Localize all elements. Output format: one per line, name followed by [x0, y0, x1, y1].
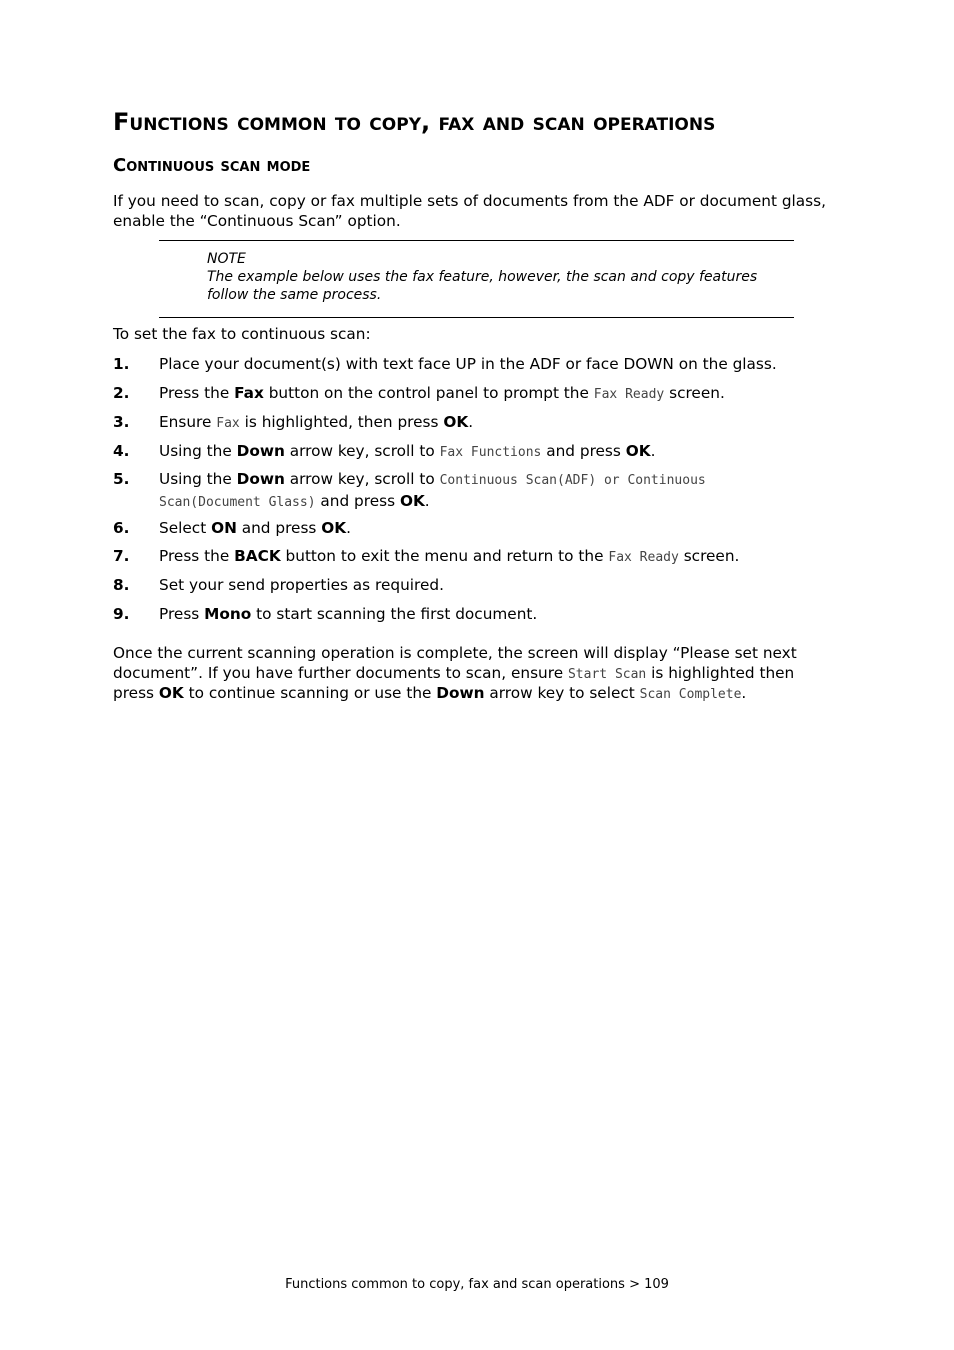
step-text: Press the BACK button to exit the menu and return to the Fax Ready screen. [159, 547, 740, 565]
step-text: Using the Down arrow key, scroll to Continuous Scan(ADF) or Continuous Scan(Document Glass) and press OK. [159, 470, 706, 510]
step-number: 8. [113, 576, 130, 594]
steps-lead: To set the fax to continuous scan: [113, 325, 371, 343]
step-number: 7. [113, 547, 130, 565]
page-heading: Functions common to copy, fax and scan operations [113, 108, 716, 136]
note-text: The example below uses the fax feature, however, the scan and copy features follow the same process. [207, 269, 758, 303]
step-text: Set your send properties as required. [159, 576, 444, 594]
screen-name: Continuous Scan(ADF) or Continuous Scan(Document Glass) [159, 473, 706, 510]
screen-name: Fax Ready [593, 387, 665, 402]
step-number: 1. [113, 355, 130, 373]
screen-name: Start Scan [567, 666, 647, 682]
page-footer: Functions common to copy, fax and scan operations > 109 [285, 1277, 669, 1292]
step-text: Press the Fax button on the control panel to prompt the Fax Ready screen. [159, 384, 725, 402]
step-9 [113, 604, 838, 633]
step-number: 4. [113, 442, 130, 460]
note-box [207, 250, 787, 304]
screen-name: Fax [216, 416, 240, 431]
note-top-rule [159, 240, 794, 241]
step-8 [113, 575, 838, 604]
step-text: Select ON and press OK. [159, 519, 351, 537]
screen-name: Fax Functions [439, 445, 542, 460]
note-bottom-rule [159, 317, 794, 318]
step-number: 6. [113, 519, 130, 537]
intro-paragraph: If you need to scan, copy or fax multiple sets of documents from the ADF or document glass, enable the “Continuous Scan” option. [113, 192, 826, 230]
step-4 [113, 441, 838, 469]
closing-paragraph: Once the current scanning operation is complete, the screen will display “Please set next document”. If you have further documents to scan, ensure Start Scan is highlighted then press OK to continue scanning or use the Down arrow key to select Scan Complete. [113, 644, 797, 702]
step-2 [113, 383, 838, 412]
step-6 [113, 518, 838, 546]
steps-list [113, 354, 838, 633]
step-7 [113, 546, 838, 575]
step-text: Ensure Fax is highlighted, then press OK. [159, 413, 474, 431]
step-text: Press Mono to start scanning the first document. [159, 605, 538, 623]
step-3 [113, 412, 838, 441]
step-text: Place your document(s) with text face UP in the ADF or face DOWN on the glass. [159, 355, 777, 373]
screen-name: Scan Complete [639, 687, 742, 702]
step-1 [113, 354, 838, 383]
step-text: Using the Down arrow key, scroll to Fax Functions and press OK. [159, 442, 656, 460]
step-number: 3. [113, 413, 130, 431]
step-number: 5. [113, 470, 130, 488]
step-5 [113, 469, 838, 518]
step-number: 2. [113, 384, 130, 402]
section-subheading: Continuous scan mode [113, 155, 311, 176]
screen-name: Fax Ready [608, 550, 679, 565]
note-label: NOTE [207, 251, 246, 267]
step-number: 9. [113, 605, 130, 623]
